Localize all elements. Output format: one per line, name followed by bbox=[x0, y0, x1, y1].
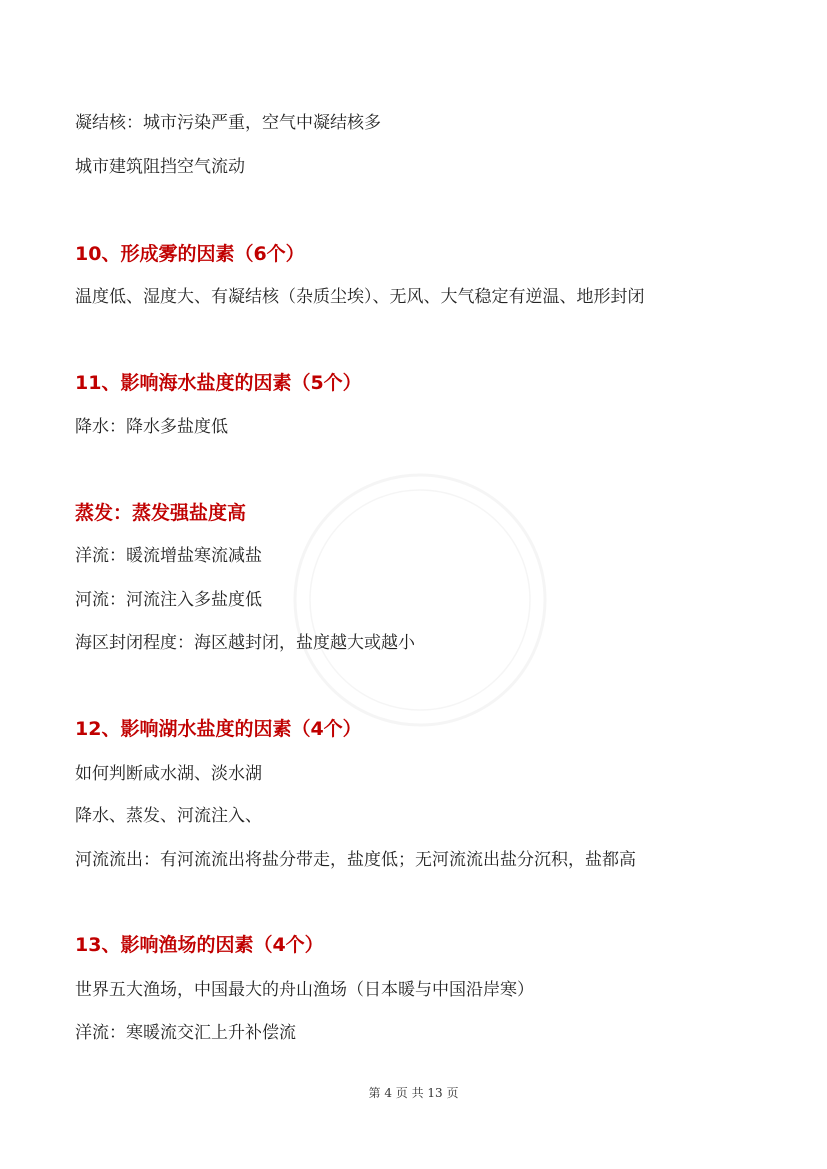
body-line-condensation-nuclei: 凝结核：城市污染严重，空气中凝结核多 bbox=[75, 113, 381, 133]
body-line-precipitation: 降水：降水多盐度低 bbox=[75, 417, 228, 437]
section-heading-13-fishery: 13、影响渔场的因素（4个） bbox=[75, 934, 324, 956]
body-line-river-outflow: 河流流出：有河流流出将盐分带走，盐度低；无河流流出盐分沉积，盐都高 bbox=[75, 850, 636, 870]
section-heading-evaporation: 蒸发：蒸发强盐度高 bbox=[75, 502, 247, 524]
body-line-building-airflow: 城市建筑阻挡空气流动 bbox=[75, 157, 245, 177]
section-heading-10-fog: 10、形成雾的因素（6个） bbox=[75, 243, 305, 265]
body-line-sea-enclosure: 海区封闭程度：海区越封闭，盐度越大或越小 bbox=[75, 633, 415, 653]
body-line-river: 河流：河流注入多盐度低 bbox=[75, 590, 262, 610]
body-line-world-fisheries: 世界五大渔场，中国最大的舟山渔场（日本暖与中国沿岸寒） bbox=[75, 980, 534, 1000]
section-heading-11-sea-salinity: 11、影响海水盐度的因素（5个） bbox=[75, 372, 362, 394]
watermark-seal bbox=[290, 470, 550, 730]
body-line-ocean-current: 洋流：暖流增盐寒流减盐 bbox=[75, 546, 262, 566]
body-line-lake-judgement: 如何判断咸水湖、淡水湖 bbox=[75, 764, 262, 784]
page-footer: 第 4 页 共 13 页 bbox=[368, 1086, 459, 1100]
body-line-fog-factors: 温度低、湿度大、有凝结核（杂质尘埃）、无风、大气稳定有逆温、地形封闭 bbox=[75, 287, 645, 307]
section-heading-12-lake-salinity: 12、影响湖水盐度的因素（4个） bbox=[75, 718, 362, 740]
body-line-lake-factors: 降水、蒸发、河流注入、 bbox=[75, 806, 262, 826]
body-line-upwelling: 洋流：寒暖流交汇上升补偿流 bbox=[75, 1023, 296, 1043]
